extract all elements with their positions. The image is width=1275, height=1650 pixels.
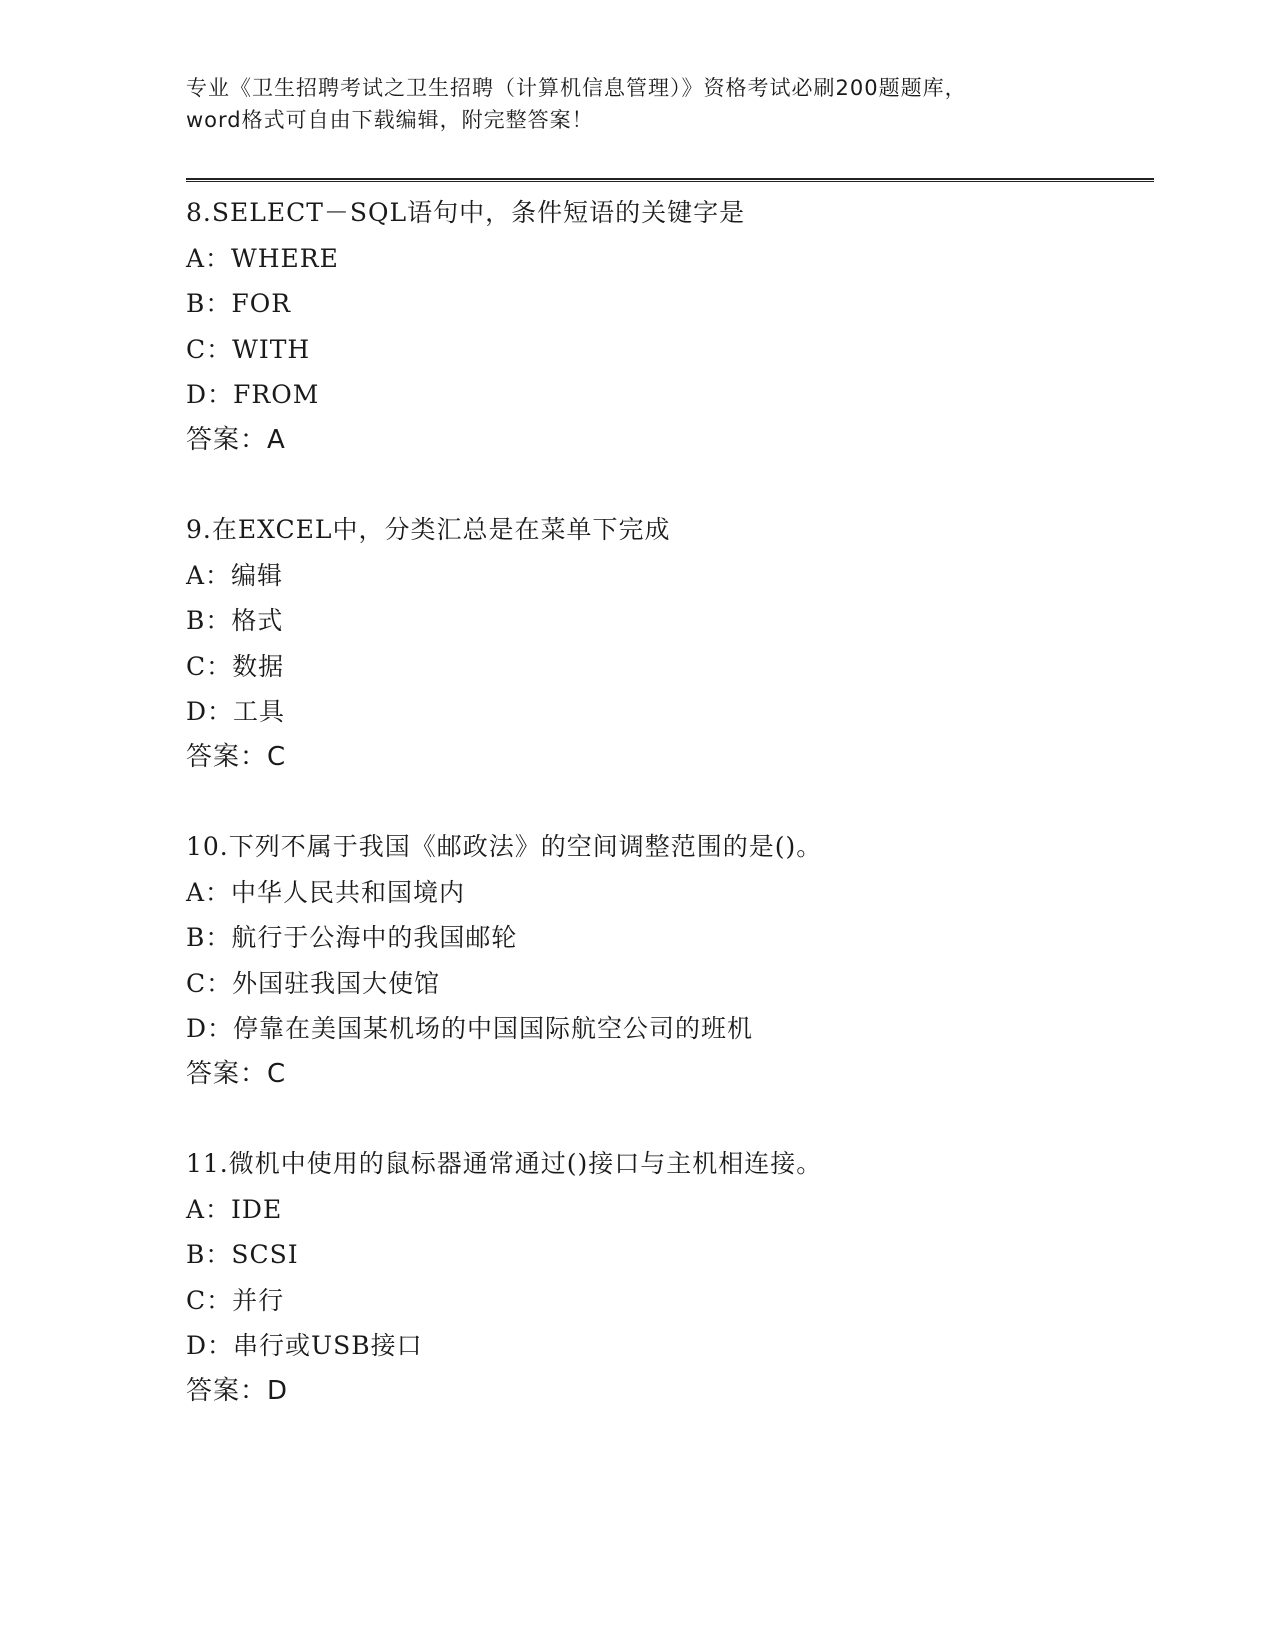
header-line-1: 专业《卫生招聘考试之卫生招聘（计算机信息管理）》资格考试必刷200题题库， (186, 76, 967, 100)
header-divider (186, 178, 1154, 182)
question-stem: 9.在EXCEL中，分类汇总是在菜单下完成 (186, 515, 671, 544)
option-d: D：串行或USB接口 (186, 1331, 423, 1360)
question-8 (186, 190, 1154, 463)
question-11 (186, 1141, 1154, 1414)
question-list (186, 190, 1154, 1458)
option-a: A：IDE (186, 1194, 283, 1224)
document-header (186, 72, 1086, 136)
option-b: B：SCSI (186, 1240, 299, 1269)
option-c: C：WITH (186, 334, 311, 364)
answer: 答案：C (186, 741, 287, 772)
option-b: B：航行于公海中的我国邮轮 (186, 923, 518, 952)
question-stem: 10.下列不属于我国《邮政法》的空间调整范围的是()。 (186, 832, 823, 861)
option-c: C：数据 (186, 651, 285, 681)
answer: 答案：A (186, 424, 286, 455)
question-stem: 11.微机中使用的鼠标器通常通过()接口与主机相连接。 (186, 1149, 823, 1178)
answer: 答案：C (186, 1058, 287, 1089)
question-10 (186, 824, 1154, 1097)
option-a: A：WHERE (186, 243, 339, 273)
question-9 (186, 507, 1154, 780)
option-a: A：中华人民共和国境内 (186, 877, 466, 907)
header-line-2: word格式可自由下载编辑，附完整答案！ (186, 108, 594, 132)
question-stem: 8.SELECT－SQL语句中，条件短语的关键字是 (186, 198, 746, 227)
option-b: B：FOR (186, 289, 292, 318)
option-c: C：外国驻我国大使馆 (186, 968, 441, 998)
option-d: D：工具 (186, 697, 286, 726)
option-c: C：并行 (186, 1285, 285, 1315)
option-b: B：格式 (186, 606, 284, 635)
option-d: D：FROM (186, 380, 320, 409)
option-d: D：停靠在美国某机场的中国国际航空公司的班机 (186, 1014, 754, 1043)
option-a: A：编辑 (186, 560, 284, 590)
answer: 答案：D (186, 1375, 289, 1406)
